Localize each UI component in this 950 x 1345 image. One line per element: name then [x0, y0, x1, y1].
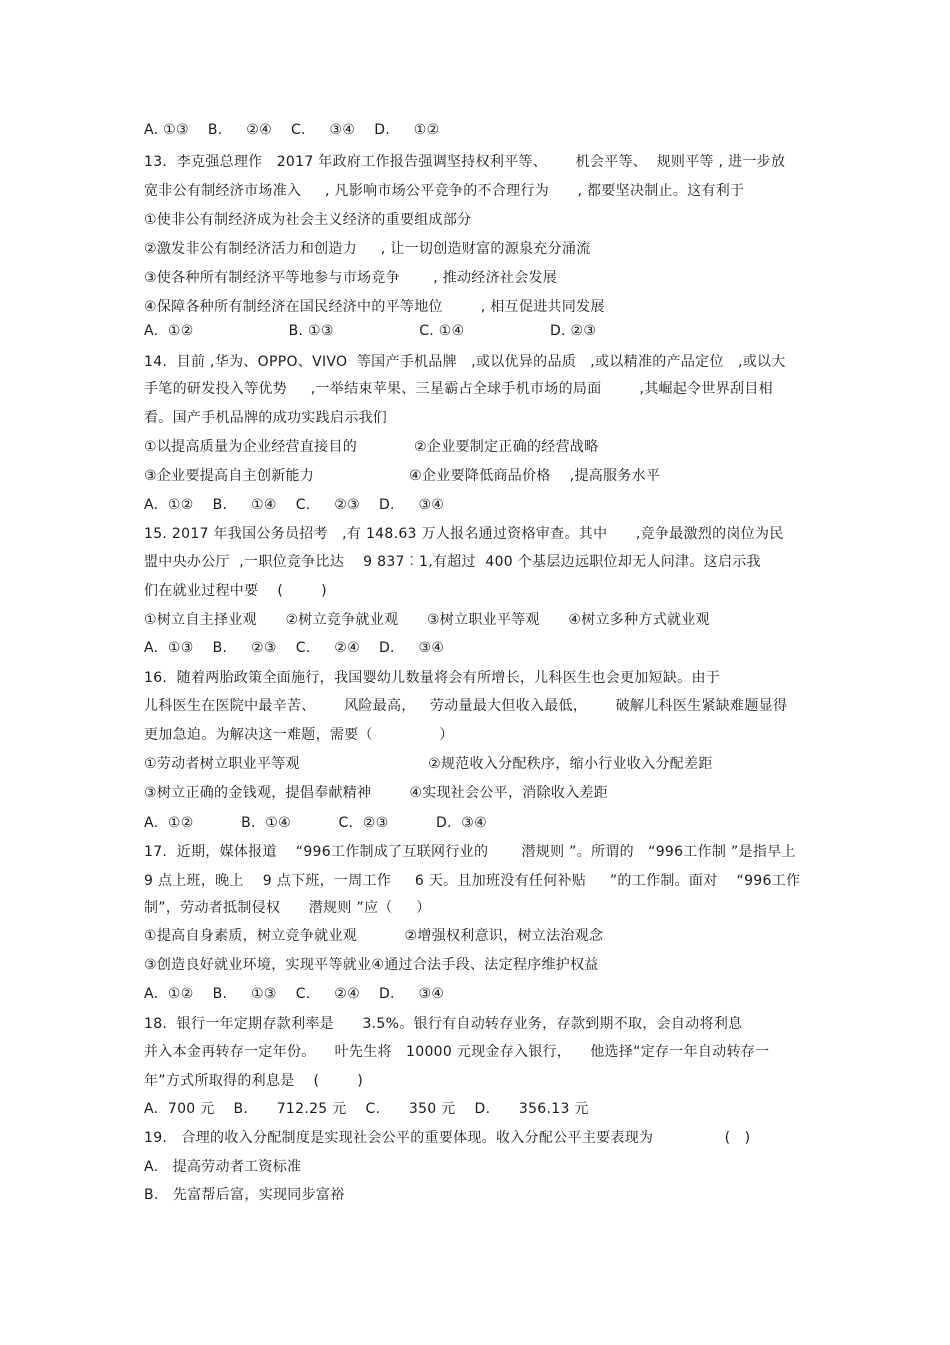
q13-stem-line-2: 宽非公有制经济市场准入 , 凡影响市场公平竞争的不合理行为 , 都要坚决制止。这有利于 [144, 183, 745, 199]
q17-items-row-1: ①提高自身素质，树立竞争就业观 ②增强权利意识，树立法治观念 [144, 928, 604, 944]
q13-item-4: ④保障各种所有制经济在国民经济中的平等地位 , 相互促进共同发展 [144, 299, 605, 315]
q13-item-1: ①使非公有制经济成为社会主义经济的重要组成部分 [144, 212, 472, 228]
q14-stem-line-1: 14. 目前 ,华为、OPPO、VIVO 等国产手机品牌 ,或以优异的品质 ,或以精准的产品定位 ,或以大 [144, 354, 786, 370]
q19-option-b: B. 先富帮后富，实现同步富裕 [144, 1187, 345, 1203]
q17-stem-line-1: 17. 近期，媒体报道 “996工作制成了互联网行业的 潜规则 ”。所谓的 “996工作制 ”是指早上 [144, 844, 796, 860]
q15-options: A. ①③ B. ②③ C. ②④ D. ③④ [144, 640, 445, 656]
q17-items-row-2: ③创造良好就业环境，实现平等就业④通过合法手段、法定程序维护权益 [144, 957, 599, 973]
q19-stem: 19. 合理的收入分配制度是实现社会公平的重要体现。收入分配公平主要表现为 ( ) [144, 1130, 751, 1146]
q14-stem-line-3: 看。国产手机品牌的成功实践启示我们 [144, 410, 388, 426]
q12-options: A. ①③ B. ②④ C. ③④ D. ①② [144, 122, 440, 138]
q17-options: A. ①② B. ①③ C. ②④ D. ③④ [144, 986, 445, 1002]
q18-stem-line-1: 18. 银行一年定期存款利率是 3.5%。银行有自动转存业务，存款到期不取，会自动将利息 [144, 1016, 743, 1032]
q18-options: A. 700 元 B. 712.25 元 C. 350 元 D. 356.13 元 [144, 1101, 589, 1117]
q14-options: A. ①② B. ①④ C. ②③ D. ③④ [144, 497, 445, 513]
q16-items-row-1: ①劳动者树立职业平等观 ②规范收入分配秩序，缩小行业收入分配差距 [144, 756, 713, 772]
q18-stem-line-2: 并入本金再转存一定年份。 叶先生将 10000 元现金存入银行， 他选择“定存一年自动转存一 [144, 1044, 770, 1060]
q13-item-3: ③使各种所有制经济平等地参与市场竞争 , 推动经济社会发展 [144, 270, 558, 286]
q14-items-row-1: ①以提高质量为企业经营直接目的 ②企业要制定正确的经营战略 [144, 439, 599, 455]
q16-items-row-2: ③树立正确的金钱观，提倡奉献精神 ④实现社会公平，消除收入差距 [144, 785, 609, 801]
q18-stem-line-3: 年”方式所取得的利息是 ( ) [144, 1073, 364, 1089]
q16-stem-line-1: 16. 随着两胎政策全面施行，我国婴幼儿数量将会有所增长，儿科医生也会更加短缺。由于 [144, 670, 721, 686]
q16-stem-line-2: 儿科医生在医院中最辛苦、 风险最高， 劳动量最大但收入最低， 破解儿科医生紧缺难题显得 [144, 698, 788, 714]
q13-stem-line-1: 13. 李克强总理作 2017 年政府工作报告强调坚持权利平等、 机会平等、 规则平等 , 进一步放 [144, 154, 786, 170]
q16-options: A. ①② B. ①④ C. ②③ D. ③④ [144, 815, 488, 831]
q14-items-row-2: ③企业要提高自主创新能力 ④企业要降低商品价格 ,提高服务水平 [144, 468, 661, 484]
q13-item-2: ②激发非公有制经济活力和创造力 , 让一切创造财富的源泉充分涌流 [144, 241, 591, 257]
q15-stem-line-2: 盟中央办公厅 ,一职位竞争比达 9 837︰1,有超过 400 个基层边远职位却无人问津。这启示我 [144, 554, 761, 570]
q17-stem-line-3: 制”，劳动者抵制侵权 潜规则 ”应（ ） [144, 900, 431, 916]
q15-stem-line-3: 们在就业过程中要 ( ) [144, 583, 327, 599]
q16-stem-line-3: 更加急迫。为解决这一难题，需要（ ） [144, 727, 454, 743]
q13-options: A. ①② B. ①③ C. ①④ D. ②③ [144, 323, 597, 339]
q14-stem-line-2: 手笔的研发投入等优势 ,一举结束苹果、三星霸占全球手机市场的局面 ,其崛起令世界刮目相 [144, 381, 773, 397]
q19-option-a: A. 提高劳动者工资标准 [144, 1159, 302, 1175]
q17-stem-line-2: 9 点上班，晚上 9 点下班，一周工作 6 天。且加班没有任何补贴 ”的工作制。面对 “996工作 [144, 873, 801, 889]
q15-items: ①树立自主择业观 ②树立竞争就业观 ③树立职业平等观 ④树立多种方式就业观 [144, 612, 710, 628]
q15-stem-line-1: 15. 2017 年我国公务员招考 ,有 148.63 万人报名通过资格审查。其中 ,竞争最激烈的岗位为民 [144, 526, 784, 542]
